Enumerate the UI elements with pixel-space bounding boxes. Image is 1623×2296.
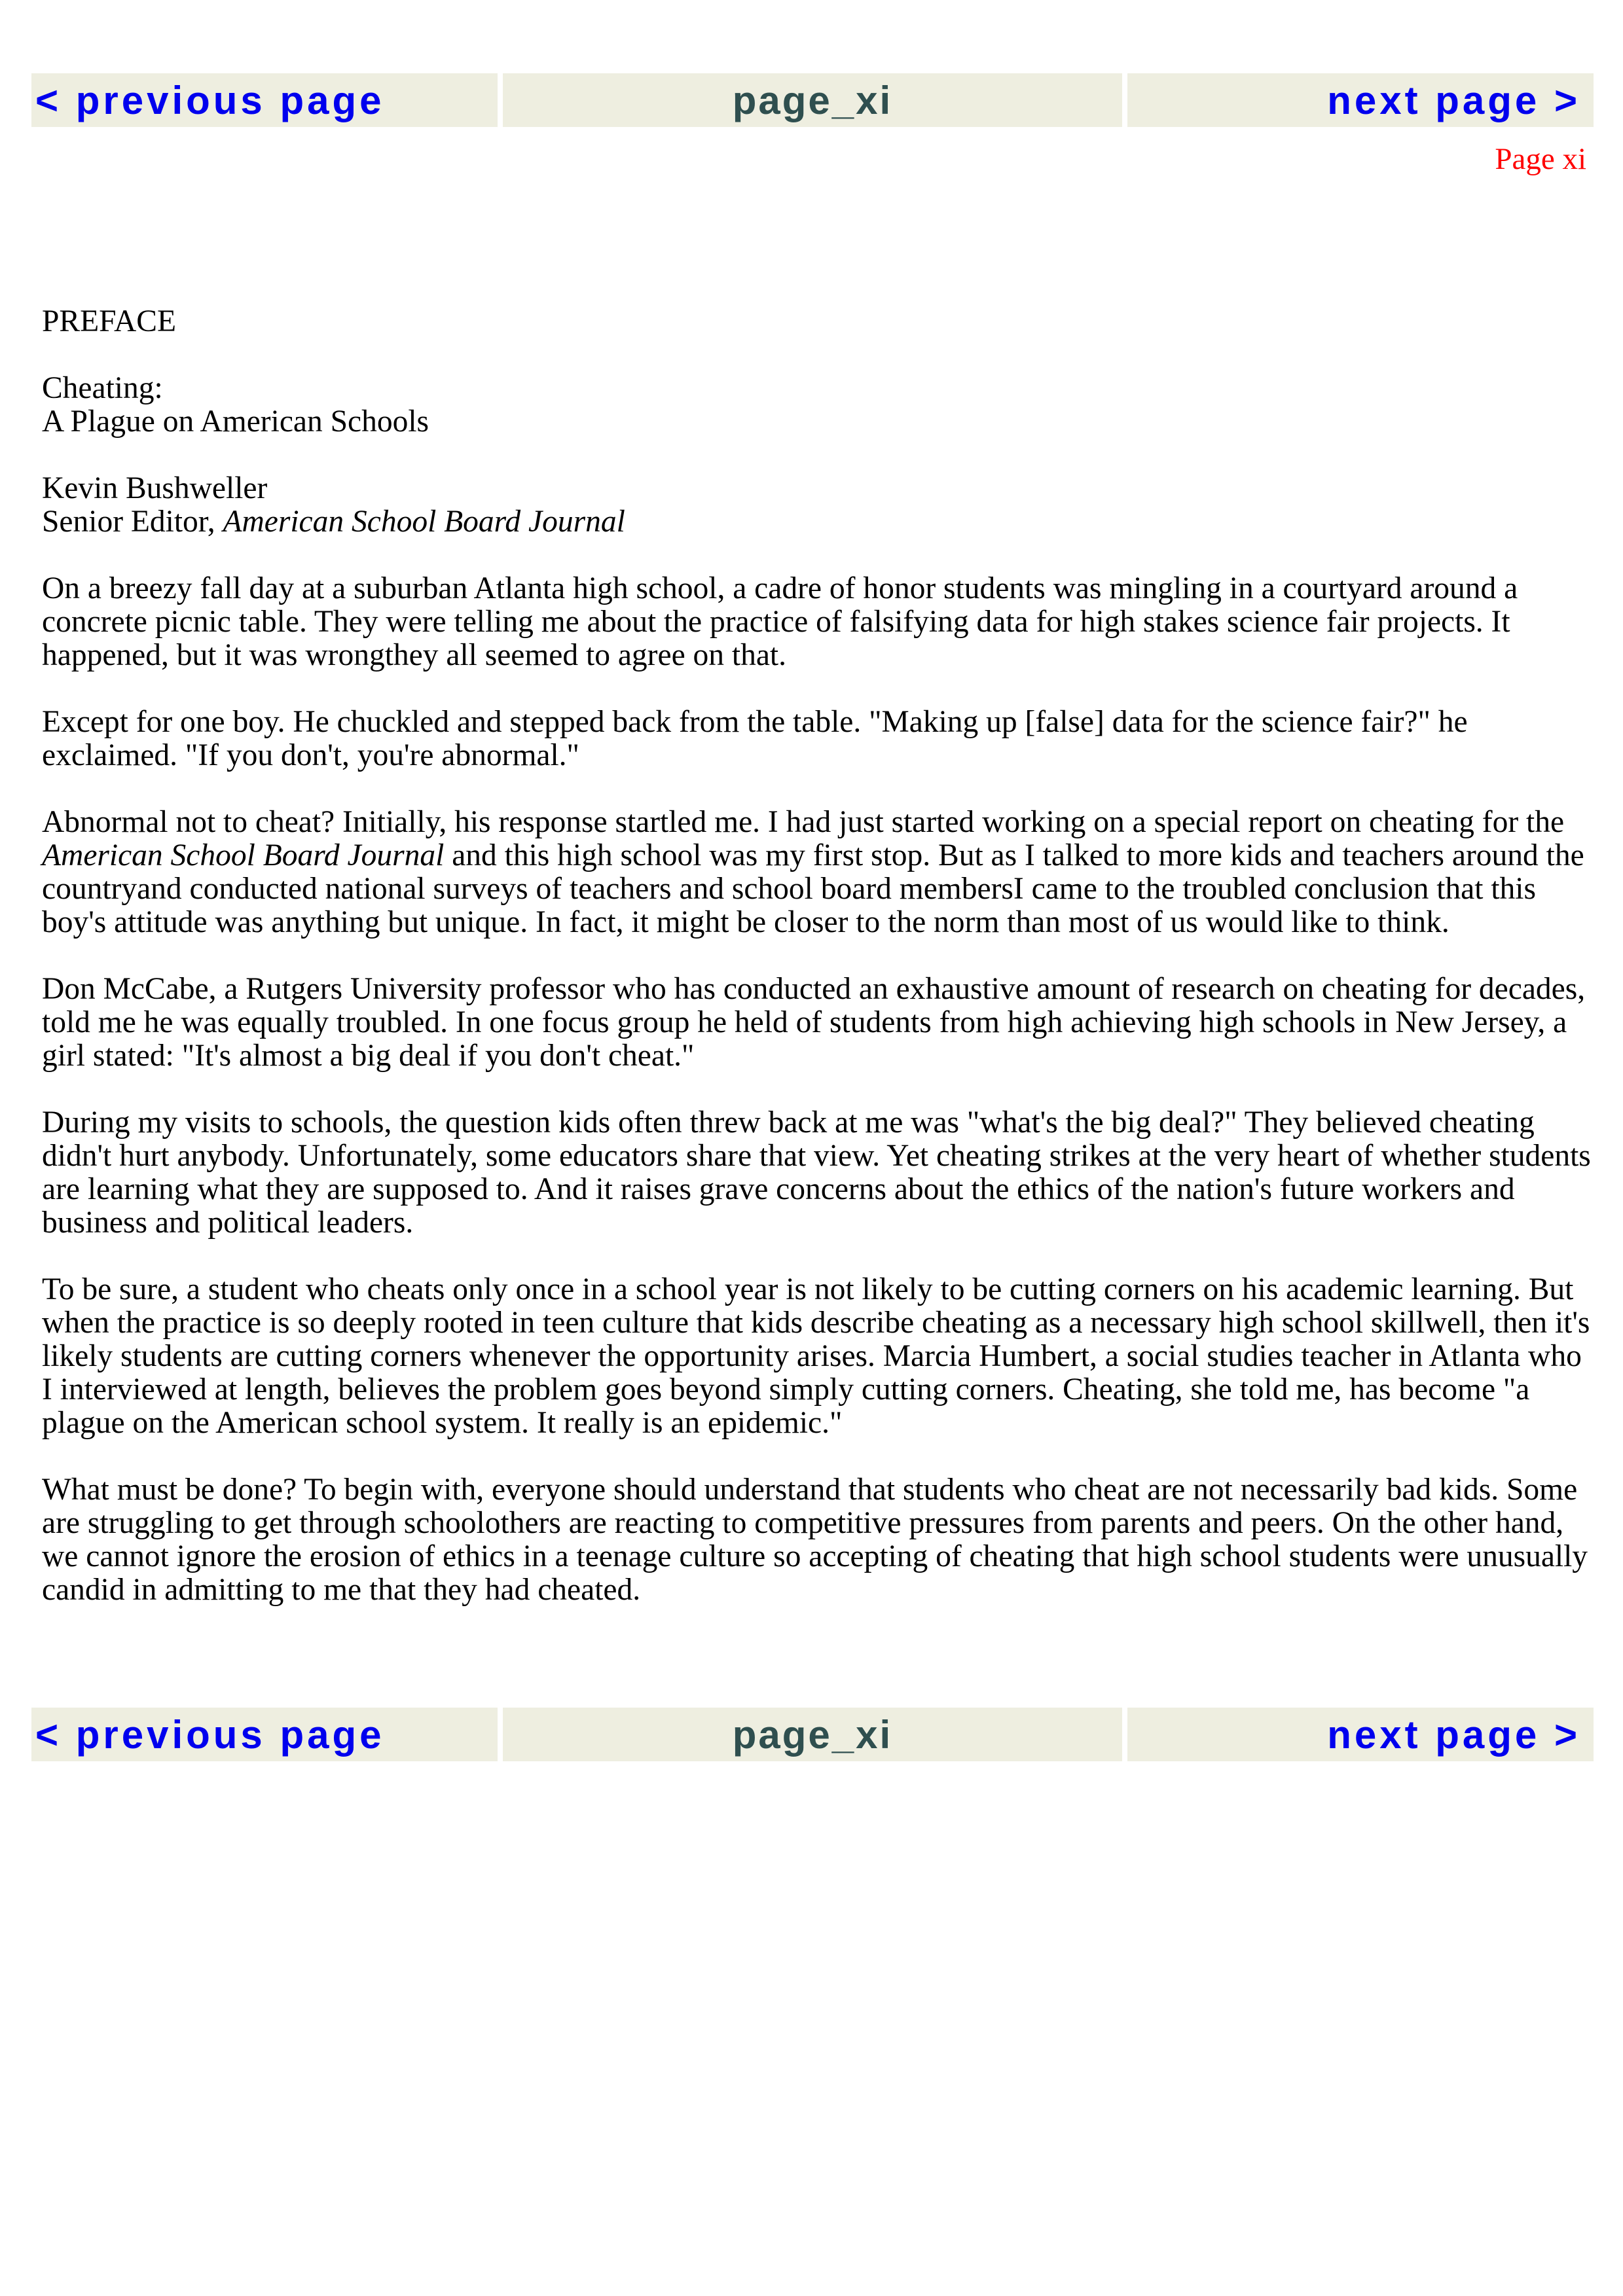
paragraph-1: On a breezy fall day at a suburban Atlanta high school, a cadre of honor students was mingling in a courtyard around a concrete picnic table. They were telling me about the practice of falsifying data for high stakes science fair projects. It happened, but it was wrongthey all seemed to agree on that.: [42, 571, 1518, 672]
next-page-link[interactable]: next page >: [1127, 73, 1594, 127]
article-title-line-1: Cheating:: [42, 371, 163, 405]
author-block: [42, 472, 1594, 539]
paragraph-4: Don McCabe, a Rutgers University professor who has conducted an exhaustive amount of research on cheating for decades, told me he was equally troubled. In one focus group he held of students from high achieving high schools in New Jersey, a girl stated: "It's almost a big deal if you don't cheat.": [42, 972, 1586, 1073]
paragraph-3-publication: American School Board Journal: [42, 838, 445, 872]
paragraph-3: [42, 806, 1594, 939]
next-page-link-bottom[interactable]: next page >: [1127, 1708, 1594, 1761]
previous-page-link[interactable]: < previous page: [31, 73, 498, 127]
page-identifier-bottom: page_xi: [503, 1708, 1122, 1761]
paragraph-3-text-a: Abnormal not to cheat? Initially, his response startled me. I had just started working on a special report on cheating for the: [42, 805, 1565, 839]
previous-page-link-bottom[interactable]: < previous page: [31, 1708, 498, 1761]
article-title: [42, 372, 1594, 439]
author-role: Senior Editor,: [42, 505, 223, 539]
bottom-navigation-bar: [31, 1708, 1594, 1761]
paragraph-7: What must be done? To begin with, everyone should understand that students who cheat are not necessarily bad kids. Some are struggling to get through schoolothers are reacting to competitive pressures from parents and peers. On the other hand, we cannot ignore the erosion of ethics in a teenage culture so accepting of cheating that high school students were unusually candid in admitting to me that they had cheated.: [42, 1473, 1588, 1607]
author-name: Kevin Bushweller: [42, 471, 268, 505]
preface-heading: PREFACE: [42, 304, 177, 338]
paragraph-6: To be sure, a student who cheats only once in a school year is not likely to be cutting corners on his academic learning. But when the practice is so deeply rooted in teen culture that kids describe cheating as a necessary high school skillwell, then it's likely students are cutting corners whenever the opportunity arises. Marcia Humbert, a social studies teacher in Atlanta who I interviewed at length, believes the problem goes beyond simply cutting corners. Cheating, she told me, has become "a plague on the American school system. It really is an epidemic.": [42, 1272, 1590, 1440]
page-identifier: page_xi: [503, 73, 1122, 127]
article-title-line-2: A Plague on American Schools: [42, 404, 429, 439]
page-number-label: Page xi: [1495, 142, 1586, 176]
paragraph-3-text-b: and this high school was my first stop. But as I talked to more kids and teachers around the countryand conducted national surveys of teachers and school board membersI came to the troubled conclusion that this boy's attitude was anything but unique. In fact, it might be closer to the norm than most of us would like to think.: [42, 838, 1584, 939]
top-navigation-bar: [31, 73, 1594, 127]
paragraph-2: Except for one boy. He chuckled and stepped back from the table. "Making up [false] data for the science fair?" he exclaimed. "If you don't, you're abnormal.": [42, 705, 1468, 772]
preface-content: [42, 305, 1594, 1640]
author-publication: American School Board Journal: [223, 505, 625, 539]
paragraph-5: During my visits to schools, the question kids often threw back at me was "what's the big deal?" They believed cheating didn't hurt anybody. Unfortunately, some educators share that view. Yet cheating strikes at the very heart of whether students are learning what they are supposed to. And it raises grave concerns about the ethics of the nation's future workers and business and political leaders.: [42, 1105, 1591, 1240]
